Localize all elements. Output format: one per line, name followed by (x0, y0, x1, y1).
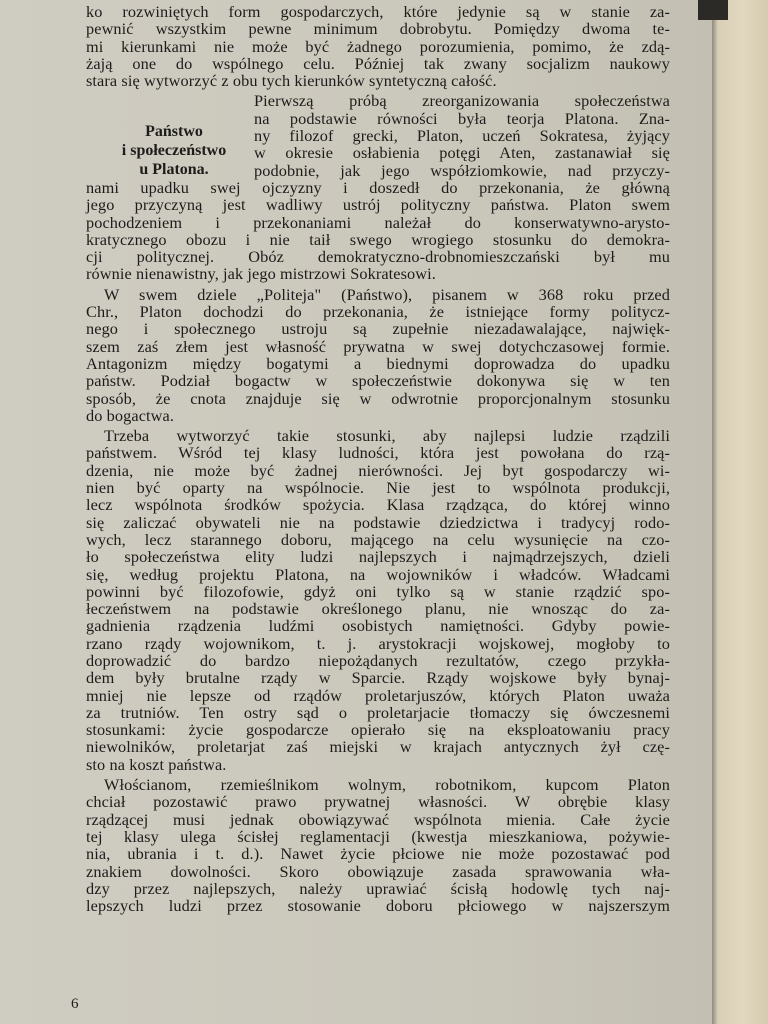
text-line: do bogactwa. (86, 405, 175, 425)
text-line: Antagonizm między bogatymi a biednymi doprowadza do upadku (86, 353, 670, 373)
text-line: żają one do wspólnego celu. Później tak zwany socjalizm naukowy (86, 53, 670, 73)
text-line: Włościanom, rzemieślnikom wolnym, robotnikom, kupcom Platon (104, 775, 670, 795)
paragraph (86, 427, 670, 773)
text-line: dzenia, nie może być żadnej nierówności. Jej byt gospodarczy wi- (86, 460, 670, 480)
text-line: się zaliczać obywateli nie na podstawie dziedzictwa i tradycyj rodo- (86, 512, 670, 532)
side-heading-line: i społeczeństwo (121, 142, 227, 159)
text-line: nien być oparty na wspólnocie. Nie jest to wspólnota produkcji, (86, 478, 670, 498)
text-line: się, według projektu Platona, na wojowników i władców. Władcami (86, 564, 670, 584)
text-line: pewnić wszystkim pewne minimum dobrobytu. Pomiędzy dwoma te- (86, 19, 670, 39)
paragraph (86, 3, 670, 89)
text-line: cji politycznej. Obóz demokratyczno-drobnomieszczański był mu (86, 247, 670, 267)
text-line: pochodzeniem i przekonaniami należał do konserwatywno-arysto- (86, 212, 670, 232)
text-line: nami upadku swej ojczyzny i doszedł do przekonania, że główną (86, 177, 670, 197)
paragraph (86, 776, 670, 914)
text-line: stara się wytworzyć z obu tych kierunków syntetyczną całość. (86, 71, 497, 91)
text-line: rządzącej musi jednak obowiązywać wspólnota mienia. Całe życie (86, 809, 670, 829)
text-line: powinni być filozofowie, gdyż oni tylko są w stanie rządzić spo- (86, 581, 670, 601)
text-line: szem zaś złem jest własność prywatna w swej dotychczasowej formie. (86, 336, 670, 356)
text-line: gadnienia rządzenia ludźmi osobistych namiętności. Gdyby powie- (86, 616, 670, 636)
text-line: w okresie osłabienia potęgi Aten, zastanawiał się (254, 143, 670, 163)
text-line: ny filozof grecki, Platon, uczeń Sokratesa, żyjący (254, 126, 670, 146)
text-line: mi kierunkami nie może być żadnego porozumienia, pomimo, że zdą- (86, 36, 670, 56)
next-page-edge (712, 0, 768, 1024)
side-heading-line: u Platona. (139, 161, 209, 178)
text-line: nego i społecznego ustroju są zupełnie niezadawalające, najwięk- (86, 319, 670, 339)
text-line: łeczeństwem na podstawie określonego planu, nie wnosząc do za- (86, 599, 670, 619)
text-line: ko rozwiniętych form gospodarczych, które jedynie są w stanie za- (86, 2, 670, 21)
text-line: sto na koszt państwa. (86, 754, 227, 774)
text-line: dem były brutalne rządy w Sparcie. Rządy wojskowe były bynaj- (86, 668, 670, 688)
text-line: podobnie, jak jego współziomkowie, nad przyczy- (254, 160, 670, 180)
side-heading-line: Państwo (145, 123, 203, 140)
text-line: stosunkami: życie gospodarcze opierało się na eksploatowaniu pracy (86, 720, 670, 740)
text-line: sposób, że cnota znajduje się w odwrotnie proporcjonalnym stosunku (86, 388, 670, 408)
text-line: Chr., Platon dochodzi do przekonania, że istniejące formy politycz- (86, 302, 670, 322)
text-line: równie nienawistny, jak jego mistrzowi Sokratesowi. (86, 264, 436, 284)
page-number: 6 (71, 996, 79, 1012)
text-line: chciał pozostawić prawo prywatnej własności. W obrębie klasy (86, 792, 670, 812)
paragraph (86, 286, 670, 424)
text-line: Trzeba wytworzyć takie stosunki, aby najlepsi ludzie rządzili (104, 426, 670, 446)
text-line: niewolników, proletarjat zaś miejski w krajach antycznych żył czę- (86, 737, 670, 757)
text-line: nia, ubrania i t. d.). Nawet życie płciowe nie może pozostawać pod (86, 844, 670, 864)
shadow-corner (698, 0, 728, 20)
text-line: lepszych ludzi przez stosowanie doboru płciowego w najszerszym (86, 896, 670, 916)
text-line: Pierwszą próbą zreorganizowania społeczeństwa (254, 91, 670, 111)
text-line: dzy przez najlepszych, należy uprawiać ścisłą hodowlę tych naj- (86, 878, 670, 898)
text-line: tej klasy ulega ścisłej reglamentacji (kwestja mieszkaniowa, pożywie- (86, 826, 670, 846)
text-line: lecz wspólnota środków spożycia. Klasa rządząca, do której winno (86, 495, 670, 515)
text-line: na podstawie równości była teorja Platona. Zna- (254, 108, 670, 128)
text-line: kratycznego obozu i nie taił swego wrogiego stosunku do demokra- (86, 229, 670, 249)
text-line: ło społeczeństwa elity ludzi najlepszych i najmądrzejszych, dzieli (86, 547, 670, 567)
body-text (86, 3, 670, 917)
text-line: państwem. Wśród tej klasy ludności, która jest powołana do rzą- (86, 443, 670, 463)
text-line: jego przyczyną jest wadliwy ustrój polityczny państwa. Platon swem (86, 195, 670, 215)
text-line: mniej nie lepsze od rządów proletarjuszów, których Platon uważa (86, 685, 670, 705)
text-line: znakiem dowolności. Skoro obowiązuje zasada sprawowania wła- (86, 861, 670, 881)
text-line: państw. Podział bogactw w społeczeństwie dokonywa się w ten (86, 371, 670, 391)
text-line: doprowadzić do bardzo niepożądanych rezultatów, czego przykła- (86, 650, 670, 670)
text-line: wych, lecz starannego doboru, mającego na celu wysunięcie na czo- (86, 529, 670, 549)
text-line: rzano rządy wojownikom, t. j. arystokracji wojskowej, mogłoby to (86, 633, 670, 653)
paragraph (86, 92, 670, 282)
text-line: za trutniów. Ten ostry sąd o proletarjacie tłomaczy się ówczesnemi (86, 702, 670, 722)
text-line: W swem dziele „Politeja" (Państwo), pisanem w 368 roku przed (104, 284, 670, 304)
